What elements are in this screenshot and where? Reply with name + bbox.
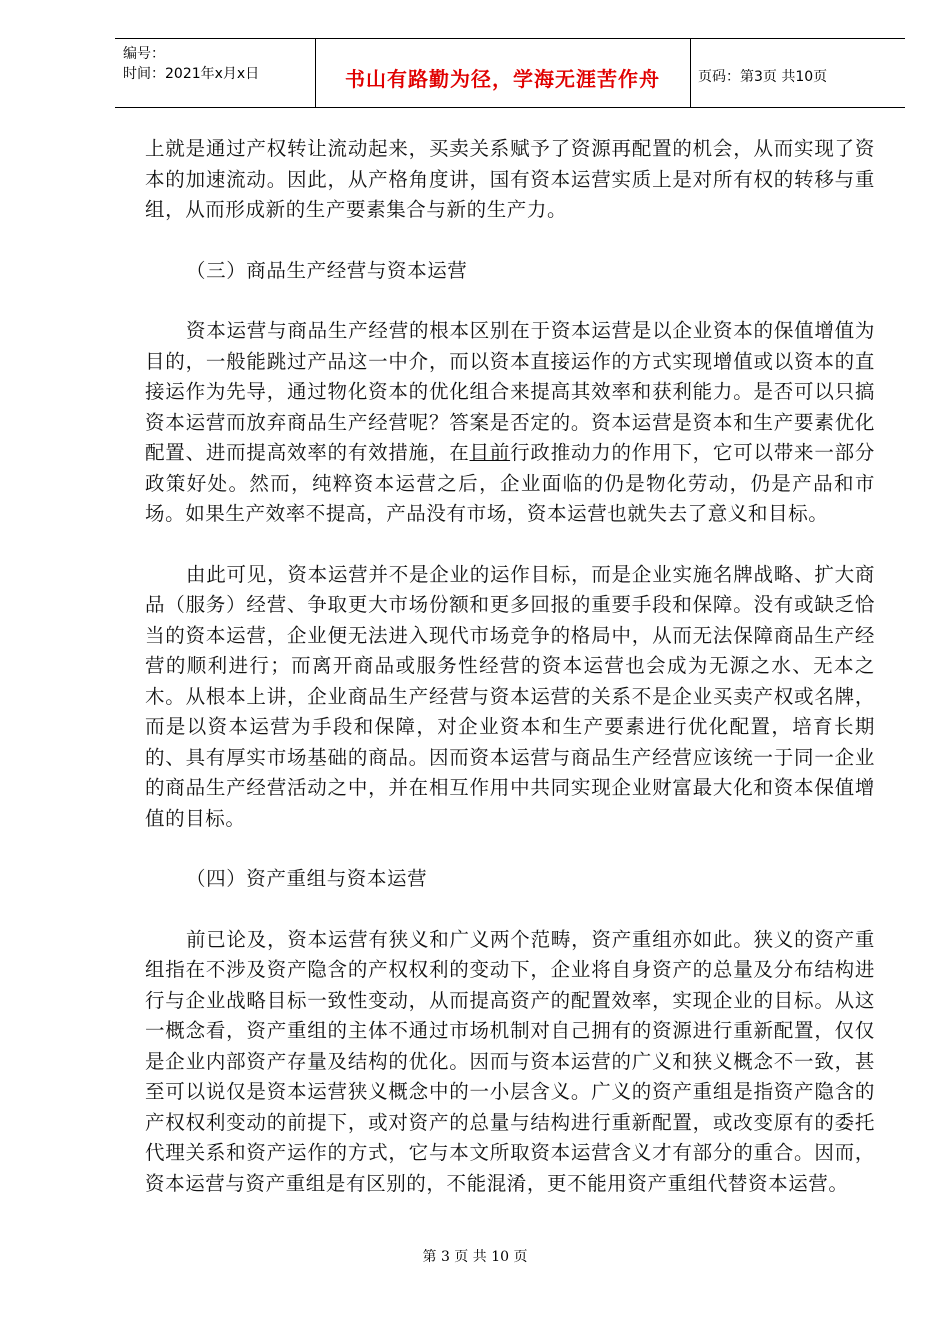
paragraph-2-text-b: 行政推动力的作用下，它可以带来一部分政策好处。然而，纯粹资本运营之后，企业面临的仍是物化劳动，仍是产品和市场。如果生产效率不提高，产品没有市场，资本运营也就失去了意义和目标。 <box>145 441 875 525</box>
page-footer: 第 3 页 共 10 页 <box>422 1249 528 1265</box>
header-page-cell <box>690 39 905 107</box>
document-body <box>145 134 875 1199</box>
header-motto-cell <box>315 39 691 107</box>
paragraph-3: 由此可见，资本运营并不是企业的运作目标，而是企业实施名牌战略、扩大商品（服务）经营、争取更大市场份额和更多回报的重要手段和保障。没有或缺乏恰当的资本运营，企业便无法进入现代市场竞争的格局中，从而无法保障商品生产经营的顺利进行；而离开商品或服务性经营的资本运营也会成为无源之水、无本之木。从根本上讲，企业商品生产经营与资本运营的关系不是企业买卖产权或名牌，而是以资本运营为手段和保障，对企业资本和生产要素进行优化配置，培育长期的、具有厚实市场基础的商品。因而资本运营与商品生产经营应该统一于同一企业的商品生产经营活动之中，并在相互作用中共同实现企业财富最大化和资本保值增值的目标。 <box>145 562 875 830</box>
paragraph-4: 前已论及，资本运营有狭义和广义两个范畴，资产重组亦如此。狭义的资产重组指在不涉及资产隐含的产权权利的变动下，企业将自身资产的总量及分布结构进行与企业战略目标一致性变动，从而提高资产的配置效率，实现企业的目标。从这一概念看，资产重组的主体不通过市场机制对自己拥有的资源进行重新配置，仅仅是企业内部资产存量及结构的优化。因而与资本运营的广义和狭义概念不一致，甚至可以说仅是资本运营狭义概念中的一小层含义。广义的资产重组是指资产隐含的产权权利变动的前提下，或对资产的总量与结构进行重新配置，或改变原有的委托代理关系和资产运作的方式，它与本文所取资本运营含义才有部分的重合。因而，资本运营与资产重组是有区别的，不能混淆，更不能用资产重组代替资本运营。 <box>145 927 875 1195</box>
header-motto: 书山有路勤为径，学海无涯苦作舟 <box>345 67 660 91</box>
paragraph-1: 上就是通过产权转让流动起来，买卖关系赋予了资源再配置的机会，从而实现了资本的加速流动。因此，从产格角度讲，国有资本运营实质上是对所有权的转移与重组，从而形成新的生产要素集合与新的生产力。 <box>145 137 875 221</box>
document-header <box>115 38 905 108</box>
paragraph-2 <box>145 316 875 530</box>
date-label: 时间：2021年x月x日 <box>123 66 260 82</box>
section-heading-4: （四）资产重组与资本运营 <box>186 867 428 890</box>
paragraph-2-text-a: 资本运营与商品生产经营的根本区别在于资本运营是以企业资本的保值增值为目的，一般能跳过产品这一中介，而以资本直接运作的方式实现增值或以资本的直接运作为先导，通过物化资本的优化组合来提高其效率和获利能力。是否可以只搞资本运营而放弃商品生产经营呢？答案是否定的。资本运营是资本和生产要素优化配置、进而提高效率的有效措施，在 <box>145 319 875 464</box>
header-meta-cell <box>115 39 316 107</box>
underlined-word: 目前 <box>469 441 511 464</box>
header-page-info: 页码：第3页 共10页 <box>698 69 828 85</box>
section-heading-3: （三）商品生产经营与资本运营 <box>186 258 468 282</box>
number-label: 编号： <box>123 46 165 62</box>
